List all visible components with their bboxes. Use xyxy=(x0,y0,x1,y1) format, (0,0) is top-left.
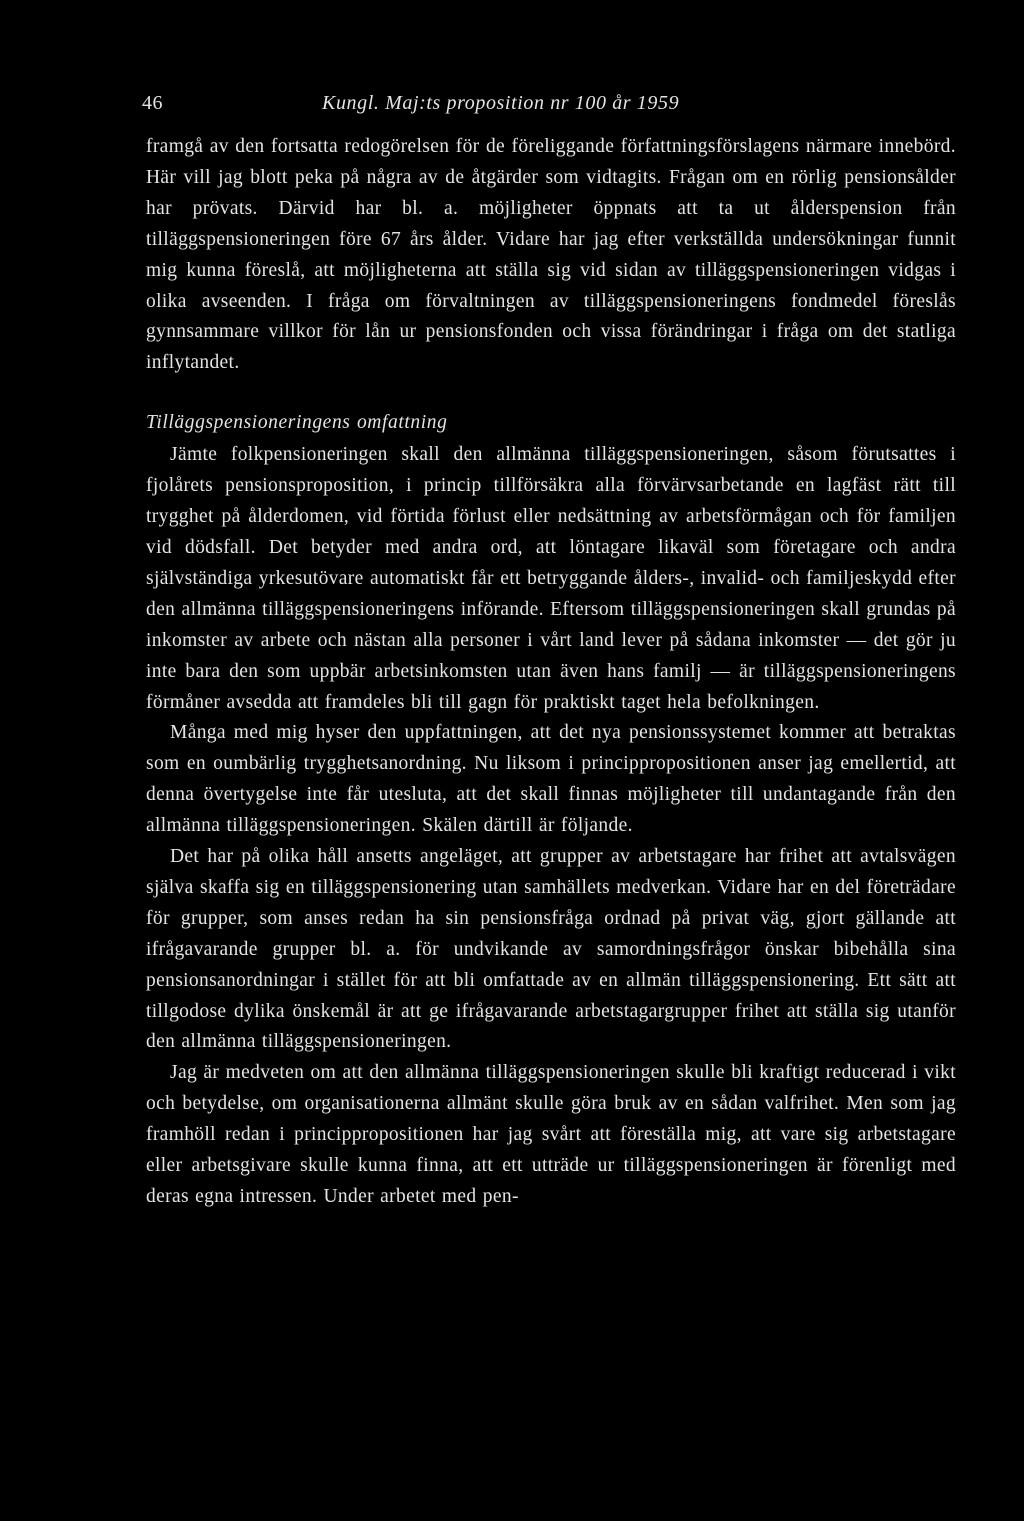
intro-paragraph: framgå av den fortsatta redogörelsen för de föreliggande författningsförslagens närmare innebörd. Här vill jag blott peka på några av de åtgärder som vidtagits. Frågan om en rörlig pensionsålder har prövats. Därvid har bl. a. möjligheter öppnats att ta ut ålderspension från tilläggspensioneringen före 67 års ålder. Vidare har jag efter verkställda undersökningar funnit mig kunna föreslå, att möjligheterna att ställa sig vid sidan av tilläggspensioneringen vidgas i olika avseenden. I fråga om förvaltningen av tilläggspensioneringens fondmedel föreslås gynnsammare villkor för lån ur pensionsfonden och vissa förändringar i fråga om det statliga inflytandet. xyxy=(146,136,956,374)
body-text xyxy=(146,132,956,1213)
section-paragraph-3: Det har på olika håll ansetts angeläget, att grupper av arbetstagare har frihet att avtalsvägen själva skaffa sig en tilläggspensionering utan samhällets medverkan. Vidare har en del företrädare för grupper, som anses redan ha sin pensionsfråga ordnad på privat väg, gjort gällande att ifrågavarande grupper bl. a. för undvikande av samordningsfrågor önskar bibehålla sina pensionsanordningar i stället för att bli omfattade av en allmän tilläggspensionering. Ett sätt att tillgodose dylika önskemål är att ge ifrågavarande arbetstagargrupper frihet att ställa sig utanför den allmänna tilläggspensioneringen. xyxy=(146,846,956,1053)
section-paragraph-4: Jag är medveten om att den allmänna tilläggspensioneringen skulle bli kraftigt reducerad i vikt och betydelse, om organisationerna allmänt skulle göra bruk av en sådan valfrihet. Men som jag framhöll redan i princippropositionen har jag svårt att föreställa mig, att vare sig arbetstagare eller arbetsgivare skulle kunna finna, att ett utträde ur tilläggspensioneringen är förenligt med deras egna intressen. Under arbetet med pen- xyxy=(146,1062,956,1207)
page-number: 46 xyxy=(142,92,163,114)
page-header xyxy=(142,88,956,122)
section-paragraph-2: Många med mig hyser den uppfattningen, att det nya pensionssystemet kommer att betraktas som en oumbärlig trygghetsanordning. Nu liksom i princippropositionen anser jag emellertid, att denna övertygelse inte får utesluta, att det skall finnas möjligheter till undantagande från den allmänna tilläggspensioneringen. Skälen därtill är följande. xyxy=(146,722,956,837)
running-title: Kungl. Maj:ts proposition nr 100 år 1959 xyxy=(322,92,680,114)
document-page xyxy=(142,88,956,1213)
section-heading: Tilläggspensioneringens omfattning xyxy=(146,412,448,434)
section-paragraph-1: Jämte folkpensioneringen skall den allmänna tilläggspensioneringen, såsom förutsattes i fjolårets pensionsproposition, i princip tillförsäkra alla förvärvsarbetande en lagfäst rätt till trygghet på ålderdomen, vid förtida förlust eller nedsättning av arbetsförmågan och för familjen vid dödsfall. Det betyder med andra ord, att löntagare likaväl som företagare och andra självständiga yrkesutövare automatiskt får ett betryggande ålders-, invalid- och familjeskydd efter den allmänna tilläggspensioneringens införande. Eftersom tilläggspensioneringen skall grundas på inkomster av arbete och nästan alla personer i vårt land lever på sådana inkomster — det gör ju inte bara den som uppbär arbetsinkomsten utan även hans familj — är tilläggspensioneringens förmåner avsedda att framdeles bli till gagn för praktiskt taget hela befolkningen. xyxy=(146,444,956,713)
